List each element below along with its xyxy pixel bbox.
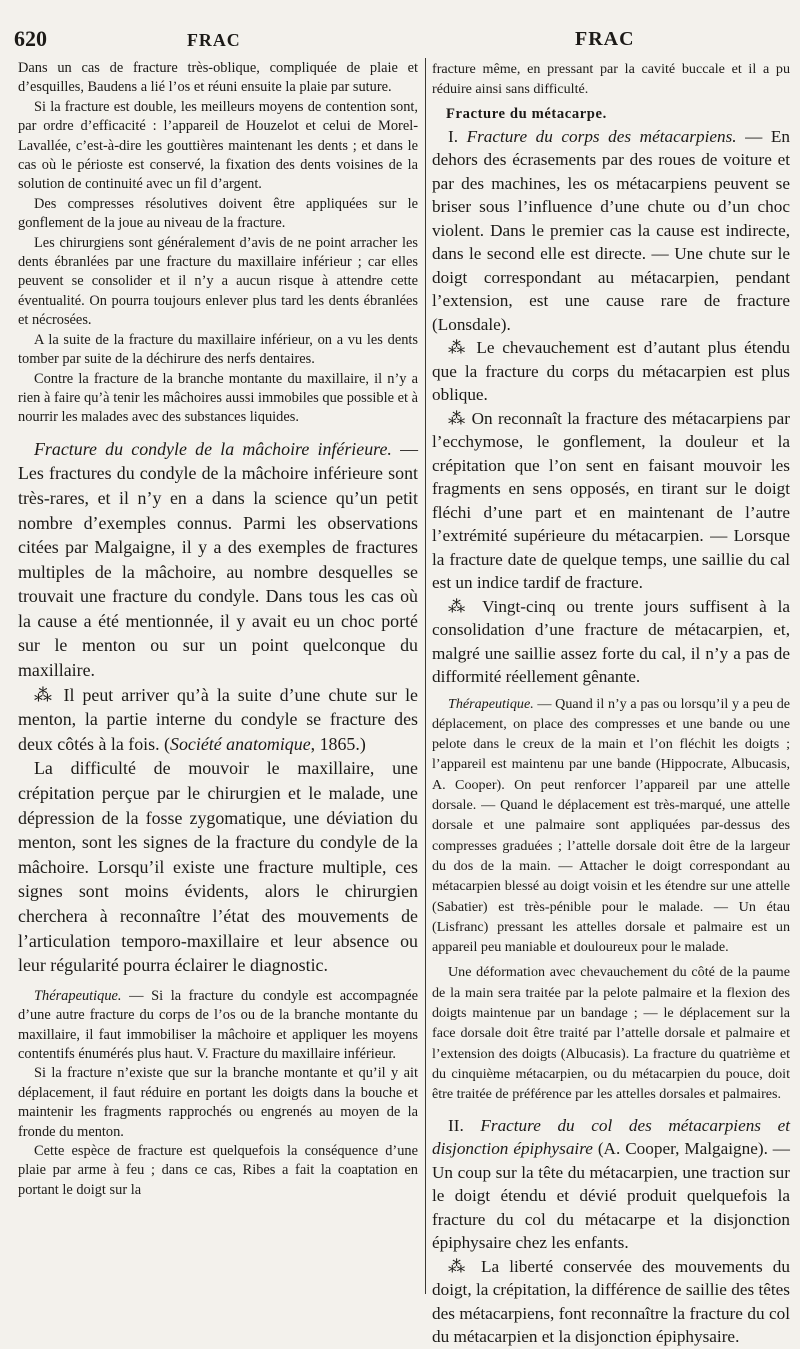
section-body: — Les fractures du condyle de la mâchoire inférieure sont très-rares, et il n’y en a dans la science qu’un petit nombre d’exemples connus. Parmi les observations citées par Malgaigne, il y a des exemples de fractures multiples de la mâchoire, au nombre desquelles se trouvait une fracture du condyle. Dans tous les cas où la cause a été mentionnée, il y avait eu un choc porté sur le menton ou sur un point quelconque du maxillaire. (18, 438, 418, 681)
paragraph: Contre la fracture de la branche montante du maxillaire, il n’y a rien à faire qu’à tenir les mâchoires aussi immobiles que possible et à nourrir les malades avec des substances liquides. (18, 370, 418, 426)
column-divider (425, 58, 426, 1294)
running-head-left: FRAC (187, 30, 241, 50)
paragraph: Une déformation avec chevauchement du côté de la paume de la main sera traitée par la pelote palmaire et la flexion des doigts maintenue par un bandage ; — le déplacement sur la face dorsale doit être traité par l’attelle dorsale et palmaire et l’extension des doigts (Albucasis). La fracture du quatrième et du cinquième métacarpien, ou du métacarpien du pouce, doit être traitée de préférence par les attelles dorsales et palmaires. (432, 964, 790, 1103)
paragraph: Dans un cas de fracture très-oblique, compliquée de plaie et d’esquilles, Baudens a lié l’os et réuni ensuite la plaie par suture. (18, 60, 418, 96)
left-column (18, 59, 418, 1299)
paragraph: ⁂ La liberté conservée des mouvements du doigt, la crépitation, la différence de saillie des têtes des métacarpiens, font reconnaître la fracture du col du métacarpien et la disjonction épiphysaire. (432, 1256, 790, 1347)
subsection-title: Fracture du col des métacarpiens et disjonction épiphysaire (432, 1115, 791, 1159)
right-column (432, 59, 791, 1347)
paragraph: Des compresses résolutives doivent être appliquées sur le gonflement de la joue au niveau de la fracture. (18, 195, 418, 232)
running-head-right: FRAC (575, 28, 635, 50)
paragraph: La difficulté de mouvoir le maxillaire, une crépitation perçue par le chirurgien et le malade, une dépression de la fosse zygomatique, une déviation du menton, sont les signes de la fracture du condyle de la mâchoire. Lorsqu’il existe une fracture multiple, ces signes sont moins évidents, alors le chirurgien cherchera à reconnaître l’état des mouvements de l’articulation temporo-maxillaire et leur absence ou leur régularité pourra éclairer le diagnostic. (18, 758, 418, 976)
section-title: Fracture du condyle de la mâchoire inférieure. (34, 438, 392, 459)
paragraph: ⁂ Il peut arriver qu’à la suite d’une chute sur le menton, la partie interne du condyle se fracture des deux côtés à la fois. (Société anatomique, 1865.) (18, 684, 418, 754)
therapeutics-label: Thérapeutique. (448, 695, 534, 712)
paragraph: Les chirurgiens sont généralement d’avis de ne point arracher les dents ébranlées par une fracture du maxillaire inférieur ; car elles peuvent se consolider et il n’y a aucun risque à attendre cette éventualité. On pourra toujours enlever plus tard les dents ébranlées et nécrosées. (18, 234, 418, 329)
paragraph: ⁂ Vingt-cinq ou trente jours suffisent à la consolidation d’une fracture de métacarpien, et, malgré une saillie assez forte du cal, il n’y a pas de difformité réellement gênante. (432, 596, 790, 687)
subsection-number: I. (448, 126, 459, 146)
paragraph: A la suite de la fracture du maxillaire inférieur, on a vu les dents tomber par suite de la déchirure des nerfs dentaires. (18, 331, 418, 368)
page-number: 620 (14, 26, 47, 51)
paragraph: Si la fracture n’existe que sur la branche montante et qu’il y ait déplacement, il faut réduire en portant les doigts dans la bouche et maintenir les fragments rapprochés ou engrenés au moyen de la fronde du menton. (18, 1065, 418, 1140)
subsection-title: Fracture du corps des métacarpiens. (466, 126, 737, 146)
paragraph: ⁂ On reconnaît la fracture des métacarpiens par l’ecchymose, le gonflement, la douleur et la crépitation que l’on sent en faisant mouvoir les fragments en sens opposés, en tirant sur le doigt fléchi d’une part et en maintenant de l’autre l’extrémité supérieure du métacarpien. — Lorsque la fracture date de quelque temps, une saillie du cal est un indice tardif de fracture. (432, 408, 790, 593)
section-condyle (18, 437, 418, 683)
therapeutics-label: Thérapeutique. (34, 987, 122, 1004)
paragraph: Si la fracture est double, les meilleurs moyens de contention sont, par ordre d’efficacité : l’appareil de Houzelot et celui de Morel-Lavallée, c’est-à-dire les gouttières maintenant les dents ; et dans le cas où le périoste est conservé, la fixation des dents voisines de la solution de continuité avec un fil d’argent. (18, 98, 418, 193)
subsection-1: I. Fracture du corps des métacarpiens. — En dehors des écrasements par des roues de voiture et par des machines, les os métacarpiens peuvent se briser sous l’influence d’une chute ou d’un choc violent. Dans le premier cas la cause est indirecte, dans le second elle est directe. — Une chute sur le doigt correspondant au métacarpien, pendant l’extension, est une cause rare de fracture (Lonsdale). (432, 126, 790, 334)
page-header (0, 0, 800, 60)
paragraph: Cette espèce de fracture est quelquefois la conséquence d’une plaie par arme à feu ; dans ce cas, Ribes a fait la coaptation en portant le doigt sur la (18, 1143, 418, 1198)
citation: Société anatomique (170, 733, 311, 754)
subsection-2: II. Fracture du col des métacarpiens et disjonction épiphysaire (A. Cooper, Malgaigne). — Un coup sur la tête du métacarpien, une traction sur le doigt étendu et dévié produit quelquefois la fracture du col du métacarpe et la disjonction épiphysaire chez les enfants. (432, 1115, 791, 1253)
therapeutics: Thérapeutique. — Quand il n’y a pas ou lorsqu’il y a peu de déplacement, on place des compresses et une bande ou une pelote dans le creux de la main et l’on fléchit les doigts ; l’appareil est maintenu par une bande (Hippocrate, Albucasis, A. Cooper). On peut renforcer l’appareil par une attelle dorsale. — Quand le déplacement est très-marqué, une attelle dorsale et une palmaire sont appliquées par-dessus des compresses graduées ; l’attelle dorsale doit être de la largeur du dos de la main. — Attacher le doigt correspondant au métacarpien blessé au doigt voisin et les étendre sur une attelle (Sabatier) est très-pénible pour le malade. — Un étau (Lisfranc) pressant les attelles dorsale et palmaire est un appareil peu maniable et douloureux pour le malade. (432, 695, 790, 956)
subsection-number: II. (448, 1115, 464, 1135)
paragraph: fracture même, en pressant par la cavité buccale et il a pu réduire ainsi sans difficulté. (432, 61, 790, 98)
paragraph: ⁂ Le chevauchement est d’autant plus étendu que la fracture du corps du métacarpien est plus oblique. (432, 338, 790, 405)
therapeutics: Thérapeutique. — Si la fracture du condyle est accompagnée d’une autre fracture du corps de l’os ou de la branche montante du maxillaire, il faut immobiliser la mâchoire et appliquer les moyens contentifs énumérés plus haut. V. Fracture du maxillaire inférieur. (18, 987, 418, 1062)
section-heading: Fracture du métacarpe. (446, 105, 607, 122)
